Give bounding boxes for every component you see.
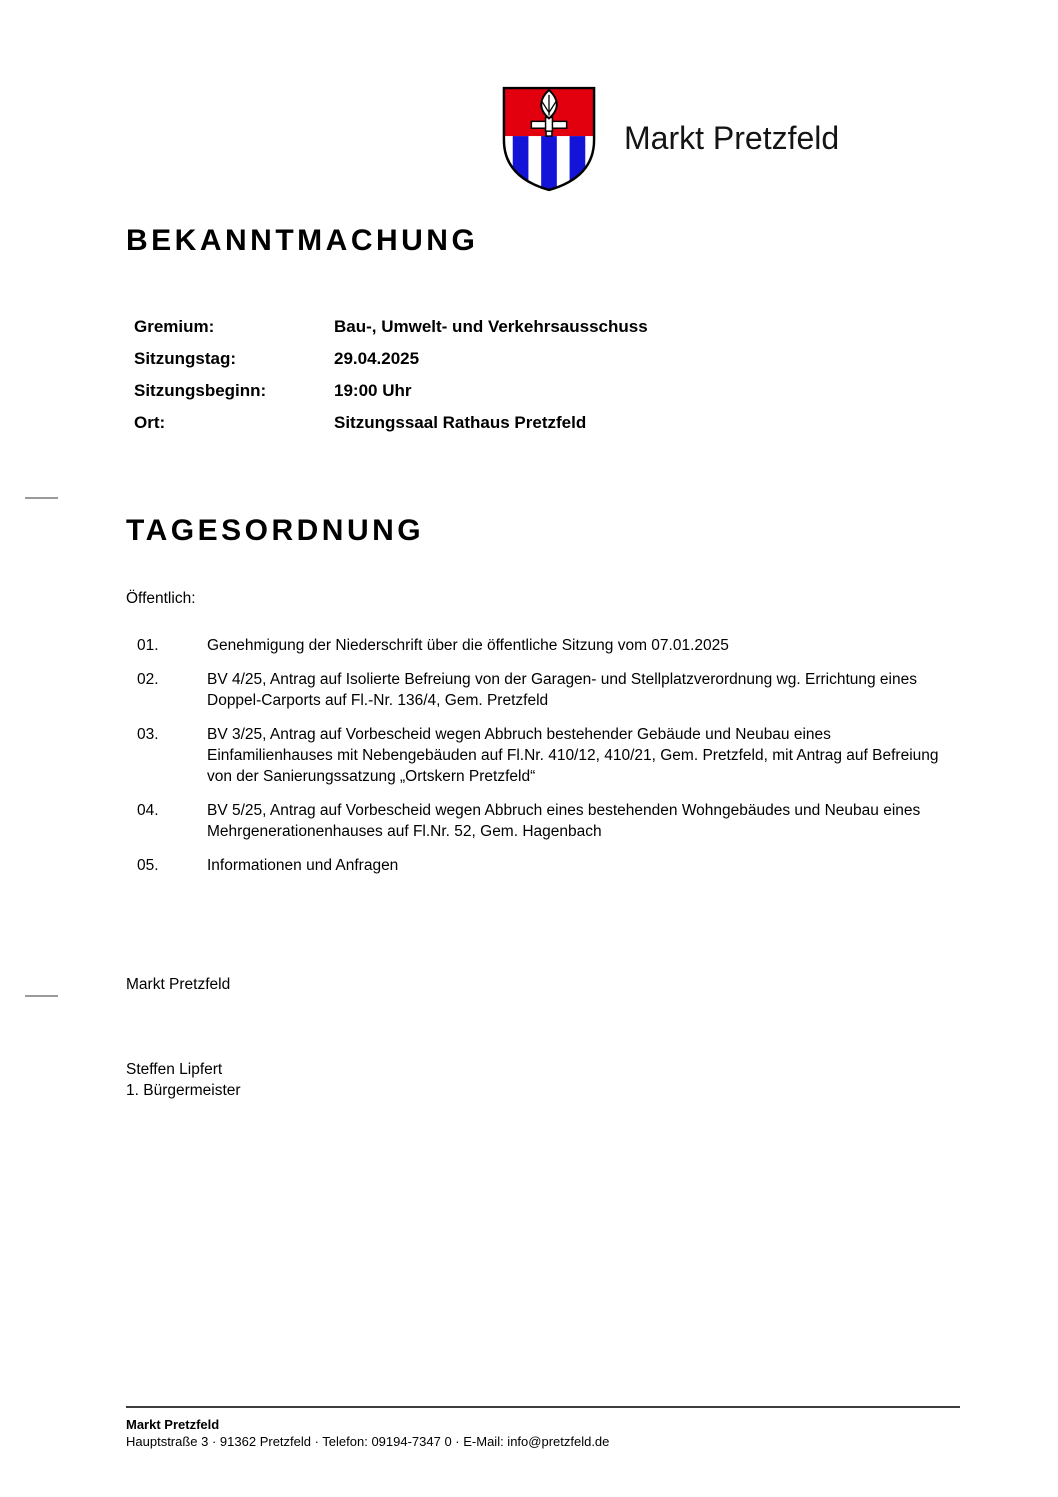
- meeting-meta-table: [134, 317, 894, 445]
- signature-role: 1. Bürgermeister: [126, 1082, 241, 1099]
- footer-address: Hauptstraße 3 · 91362 Pretzfeld · Telefon: 09194-7347 0 · E-Mail: info@pretzfeld.de: [126, 1434, 610, 1449]
- agenda-item-number: 03.: [137, 726, 159, 743]
- meta-row-gremium: [134, 317, 894, 349]
- agenda-item-text: Genehmigung der Niederschrift über die öffentliche Sitzung vom 07.01.2025: [207, 637, 729, 654]
- agenda-heading: TAGESORDNUNG: [126, 514, 425, 547]
- meta-row-ort: [134, 413, 894, 445]
- agenda-item-text: BV 3/25, Antrag auf Vorbescheid wegen Abbruch bestehender Gebäude und Neubau eines Einfamilienhauses mit Nebengebäuden auf Fl.Nr. 410/12, 410/21, Gem. Pretzfeld, mit Antrag auf Befreiung von der Sanierungssatzung „Ortskern Pretzfeld“: [207, 726, 939, 785]
- meta-value: Bau-, Umwelt- und Verkehrsausschuss: [334, 317, 648, 336]
- agenda-item: [137, 635, 943, 656]
- agenda-item-text: BV 4/25, Antrag auf Isolierte Befreiung von der Garagen- und Stellplatzverordnung wg. Errichtung eines Doppel-Carports auf Fl.-Nr. 136/4, Gem. Pretzfeld: [207, 671, 917, 709]
- meta-label: Ort:: [134, 413, 166, 432]
- announcement-heading: BEKANNTMACHUNG: [126, 224, 479, 257]
- meta-value: 29.04.2025: [334, 349, 420, 368]
- meta-value: Sitzungssaal Rathaus Pretzfeld: [334, 413, 587, 432]
- meta-label: Sitzungstag:: [134, 349, 236, 368]
- meta-row-sitzungstag: [134, 349, 894, 381]
- agenda-item: [137, 724, 943, 787]
- meta-label: Sitzungsbeginn:: [134, 381, 267, 400]
- fold-mark: [25, 497, 58, 499]
- footer-organization: Markt Pretzfeld: [126, 1417, 220, 1432]
- page-footer: [126, 1406, 960, 1450]
- agenda-item-text: Informationen und Anfragen: [207, 857, 399, 874]
- meta-row-sitzungsbeginn: [134, 381, 894, 413]
- public-session-label: Öffentlich:: [126, 590, 196, 607]
- signature-name: Steffen Lipfert: [126, 1061, 223, 1078]
- agenda-item-number: 01.: [137, 637, 159, 654]
- agenda-list: [137, 635, 943, 889]
- meta-label: Gremium:: [134, 317, 215, 336]
- agenda-item: [137, 800, 943, 842]
- agenda-item-number: 04.: [137, 802, 159, 819]
- coat-of-arms-icon: [500, 84, 598, 194]
- agenda-item-number: 05.: [137, 857, 159, 874]
- signature-block: [126, 1059, 241, 1101]
- agenda-item-text: BV 5/25, Antrag auf Vorbescheid wegen Abbruch eines bestehenden Wohngebäudes und Neubau eines Mehrgenerationenhauses auf Fl.Nr. 52, Gem. Hagenbach: [207, 802, 921, 840]
- fold-mark: [25, 995, 58, 997]
- agenda-item: [137, 669, 943, 711]
- footer-divider: [126, 1406, 960, 1408]
- agenda-item-number: 02.: [137, 671, 159, 688]
- agenda-item: [137, 855, 943, 876]
- document-header: [500, 84, 920, 196]
- brand-title: Markt Pretzfeld: [624, 120, 840, 156]
- meta-value: 19:00 Uhr: [334, 381, 412, 400]
- signature-organization: Markt Pretzfeld: [126, 976, 231, 993]
